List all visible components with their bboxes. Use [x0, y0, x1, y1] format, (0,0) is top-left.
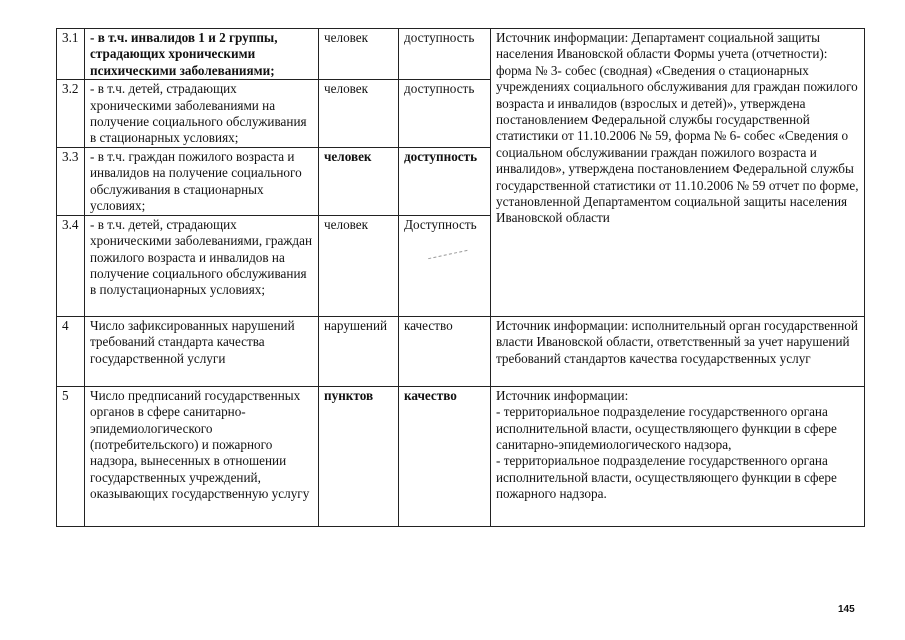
type-cell: доступность	[399, 147, 491, 215]
table-row	[57, 386, 865, 526]
indicator-name-text: - в т.ч. инвалидов 1 и 2 группы, страдающих хроническими психическими заболеваниями;	[90, 30, 278, 78]
type-cell: доступность	[399, 80, 491, 148]
source-line: - территориальное подразделение государственного органа исполнительной власти, осуществляющего функции в сфере санитарно-эпидемиологического надзора,	[496, 404, 837, 453]
unit-cell: человек	[319, 29, 399, 80]
indicator-name: Число предписаний государственных органов в сфере санитарно-эпидемиологического (потребительского) и пожарного надзора, вынесенных в отношении государственных учреждений, оказывающих государственную услугу	[85, 386, 319, 526]
page-number: 145	[838, 604, 855, 615]
row-number: 4	[57, 316, 85, 386]
source-cell-merged: Источник информации: Департамент социальной защиты населения Ивановской области Формы учета (отчетности): форма № 3- собес (сводная) «Сведения о стационарных учреждениях социального обслуживания для граждан пожилого возраста и инвалидов (взрослых и детей)», утверждена постановлением Федеральной службы государственной статистики от 11.10.2006 № 59, форма № 6- собес «Сведения о социальном обслуживании граждан пожилого возраста и инвалидов», утверждена постановлением Федеральной службы государственной статистики от 11.10.2006 № 59 отчет по форме, установленной Департаментом социальной защиты населения Ивановской области	[491, 29, 865, 317]
table-row	[57, 29, 865, 80]
row-number: 3.2	[57, 80, 85, 148]
row-number: 3.1	[57, 29, 85, 80]
type-cell: доступность	[399, 29, 491, 80]
source-line: - территориальное подразделение государственного органа исполнительной власти, осуществляющего функции в сфере пожарного надзора.	[496, 453, 837, 502]
unit-cell: человек	[319, 147, 399, 215]
type-cell: Доступность	[399, 215, 491, 316]
indicators-table	[56, 28, 865, 527]
unit-cell: нарушений	[319, 316, 399, 386]
source-cell: Источник информации: исполнительный орган государственной власти Ивановской области, ответственный за учет нарушений требований стандартов качества государственных услуг	[491, 316, 865, 386]
type-cell: качество	[399, 316, 491, 386]
row-number: 3.3	[57, 147, 85, 215]
source-line: Источник информации:	[496, 387, 629, 403]
type-cell: качество	[399, 386, 491, 526]
source-cell	[491, 386, 865, 526]
indicator-name	[85, 29, 319, 80]
indicator-name: - в т.ч. детей, страдающих хроническими заболеваниями на получение социального обслуживания в стационарных условиях;	[85, 80, 319, 148]
unit-cell: человек	[319, 80, 399, 148]
indicator-name: - в т.ч. граждан пожилого возраста и инвалидов на получение социального обслуживания в стационарных условиях;	[85, 147, 319, 215]
table-row	[57, 316, 865, 386]
unit-cell: пунктов	[319, 386, 399, 526]
unit-cell: человек	[319, 215, 399, 316]
row-number: 3.4	[57, 215, 85, 316]
indicator-name: - в т.ч. детей, страдающих хроническими заболеваниями, граждан пожилого возраста и инвалидов на получение социального обслуживания в полустационарных условиях;	[85, 215, 319, 316]
indicator-name: Число зафиксированных нарушений требований стандарта качества государственной услуги	[85, 316, 319, 386]
row-number: 5	[57, 386, 85, 526]
